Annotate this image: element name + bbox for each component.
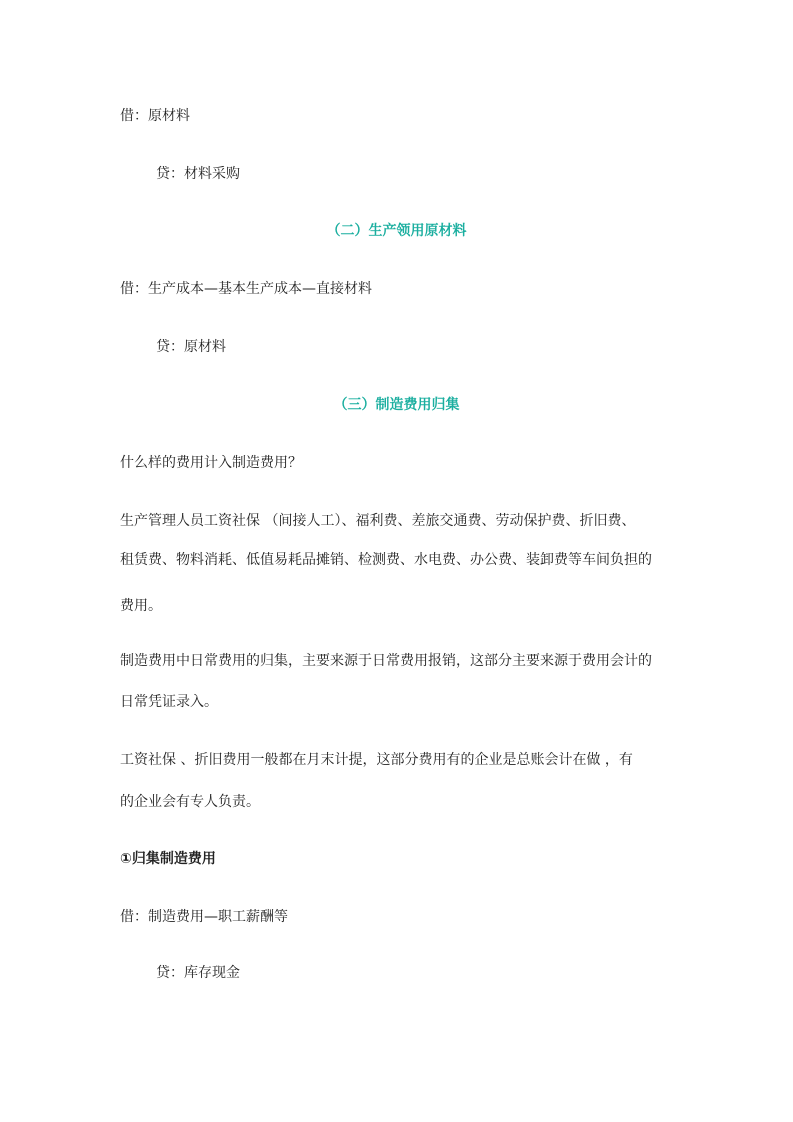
paragraph-daily-expenses-line2: 日常凭证录入。 bbox=[120, 694, 218, 710]
credit-entry-raw-materials: 贷：原材料 bbox=[156, 339, 226, 355]
paragraph-overhead-items-line2: 租赁费、物料消耗、低值易耗品摊销、检测费、水电费、办公费、装卸费等车间负担的 bbox=[120, 552, 652, 568]
paragraph-overhead-items-line3: 费用。 bbox=[120, 598, 162, 614]
subheading-collect-overhead: ①归集制造费用 bbox=[120, 851, 216, 867]
debit-entry-overhead-salaries: 借：制造费用—职工薪酬等 bbox=[120, 909, 288, 925]
paragraph-month-end-line1: 工资社保 、折旧费用一般都在月末计提，这部分费用有的企业是总账会计在做 ，有 bbox=[120, 752, 633, 768]
credit-entry-cash: 贷：库存现金 bbox=[156, 965, 240, 981]
paragraph-month-end-line2: 的企业会有专人负责。 bbox=[120, 794, 260, 810]
section-heading-manufacturing-overhead: （三）制造费用归集 bbox=[333, 397, 460, 413]
paragraph-overhead-items-line1: 生产管理人员工资社保 （间接人工）、福利费、差旅交通费、劳动保护费、折旧费、 bbox=[120, 513, 636, 529]
debit-entry-production-cost: 借：生产成本—基本生产成本—直接材料 bbox=[120, 281, 372, 297]
credit-entry-material-purchase: 贷：材料采购 bbox=[156, 166, 240, 182]
debit-entry-raw-materials: 借：原材料 bbox=[120, 108, 190, 124]
paragraph-daily-expenses-line1: 制造费用中日常费用的归集，主要来源于日常费用报销，这部分主要来源于费用会计的 bbox=[120, 653, 652, 669]
question-text: 什么样的费用计入制造费用？ bbox=[120, 455, 302, 471]
section-heading-production-materials: （二）生产领用原材料 bbox=[326, 223, 467, 239]
